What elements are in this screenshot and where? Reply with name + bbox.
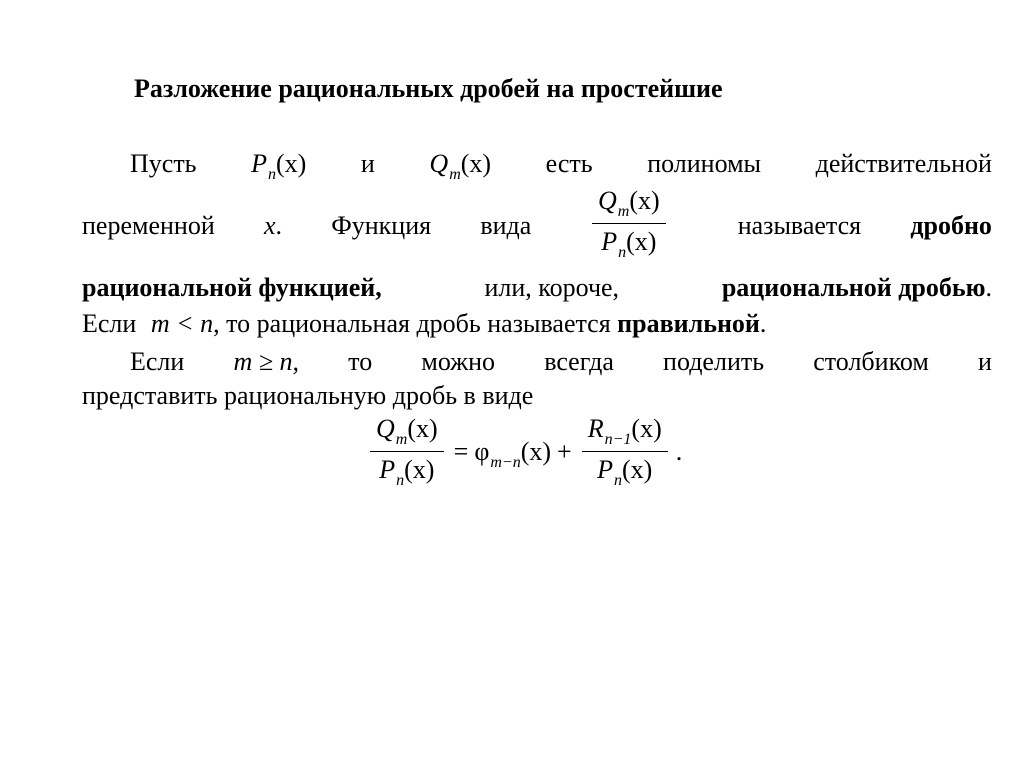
word: вида [480,211,532,240]
word: Пусть [130,149,197,178]
fraction-rhs [582,414,668,489]
word: действительной [815,149,992,178]
word: Функция [331,211,432,240]
math-pn-x: $P_n(x)$ [251,149,307,183]
math-m-lt-n: m < n [150,309,214,338]
inline-fraction [588,186,670,261]
word: и [360,149,375,178]
paragraph-1-line-1 [82,148,992,183]
word: полиномы [647,149,762,178]
equals-sign: = [453,436,469,466]
fraction-numerator: $Q_m(x)$ [370,414,444,452]
fraction-denominator: $P_n(x)$ [379,455,435,489]
fraction-denominator: $P_n(x)$ [601,227,657,261]
word: Если [82,309,137,338]
text: или, короче, [484,273,620,302]
word: можно [421,347,496,376]
paragraph-1-line-3 [82,272,992,304]
math-qm-x: $Q_m(x)$ [429,149,492,183]
display-formula [366,414,682,489]
paragraph-2-line-2: представить рациональную дробь в виде [82,381,534,410]
bold-term: рациональной функцией, [82,273,382,302]
paragraph-2-line-1 [82,346,992,378]
bold-term: правильной [617,309,760,338]
word: Если [130,347,185,376]
word: то [348,347,373,376]
math-phi-term: $\varphi_{m-n}(x)$ [474,436,552,471]
fraction-numerator: $R_{n-1}(x)$ [582,414,668,452]
text: . [759,309,767,338]
word: поделить [663,347,765,376]
fraction-lhs [370,414,444,489]
page-title: Разложение рациональных дробей на простейшие [134,74,723,103]
formula-end-period: . [675,436,683,466]
paragraph-1-line-4 [82,308,992,340]
word: есть [545,149,593,178]
paragraph-1-line-2 [82,210,992,242]
fraction-denominator: $P_n(x)$ [597,455,653,489]
bold-term-group: рациональной дробью. [721,273,992,302]
word: и [978,347,992,376]
math-m-ge-n: m ≥ n, [233,347,300,376]
fraction-qm-over-pn [592,186,666,261]
text: , то рациональная дробь называется [213,309,611,338]
word: называется [737,211,862,240]
word: всегда [544,347,614,376]
word-bold: дробно [910,211,992,240]
plus-sign: + [557,436,572,466]
word: столбиком [813,347,929,376]
word: переменной [82,211,215,240]
fraction-numerator: $Q_m(x)$ [592,186,666,224]
math-x: x. [263,211,282,240]
